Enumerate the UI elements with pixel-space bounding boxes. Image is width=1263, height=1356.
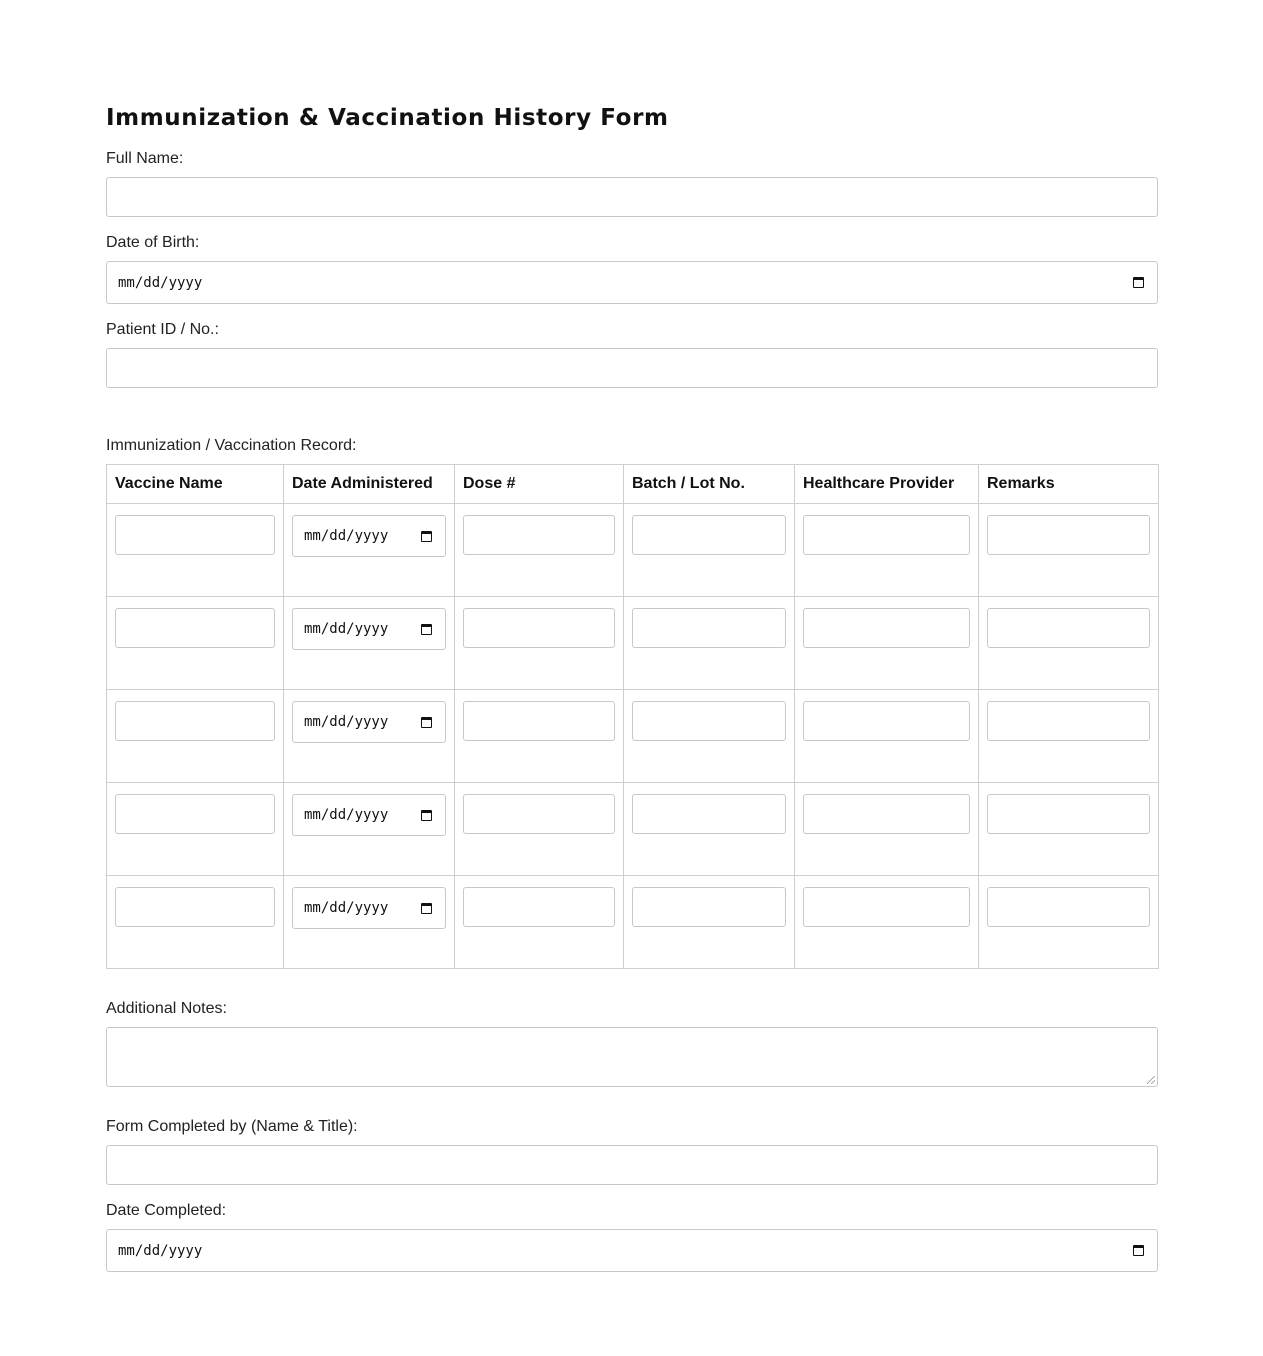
date-administered-input[interactable] bbox=[292, 608, 446, 650]
dose-cell bbox=[455, 504, 624, 597]
date-administered-input[interactable] bbox=[292, 887, 446, 929]
dob-date-placeholder: mm/dd/yyyy bbox=[118, 274, 203, 291]
vaccine-name-input[interactable] bbox=[115, 608, 275, 648]
patient-id-label: Patient ID / No.: bbox=[106, 321, 219, 338]
date-administered-cell bbox=[284, 783, 455, 876]
remarks-input[interactable] bbox=[987, 608, 1150, 648]
dose-input[interactable] bbox=[463, 515, 615, 555]
date-completed-input[interactable] bbox=[106, 1229, 1158, 1272]
remarks-cell bbox=[979, 504, 1159, 597]
dose-cell bbox=[455, 783, 624, 876]
batch-lot-cell bbox=[624, 783, 795, 876]
vaccine-name-input[interactable] bbox=[115, 701, 275, 741]
dose-input[interactable] bbox=[463, 701, 615, 741]
vaccine-name-cell bbox=[107, 597, 284, 690]
healthcare-provider-cell bbox=[795, 783, 979, 876]
table-row bbox=[107, 690, 1159, 783]
remarks-cell bbox=[979, 597, 1159, 690]
record-label: Immunization / Vaccination Record: bbox=[106, 437, 357, 454]
remarks-input[interactable] bbox=[987, 701, 1150, 741]
additional-notes-textarea[interactable] bbox=[106, 1027, 1158, 1087]
completed-by-label: Form Completed by (Name & Title): bbox=[106, 1118, 358, 1135]
healthcare-provider-cell bbox=[795, 690, 979, 783]
healthcare-provider-input[interactable] bbox=[803, 887, 970, 927]
vaccine-name-cell bbox=[107, 783, 284, 876]
calendar-icon[interactable] bbox=[1133, 1245, 1144, 1256]
vaccine-name-cell bbox=[107, 504, 284, 597]
batch-lot-cell bbox=[624, 690, 795, 783]
vaccine-name-input[interactable] bbox=[115, 794, 275, 834]
dose-input[interactable] bbox=[463, 794, 615, 834]
batch-lot-input[interactable] bbox=[632, 608, 786, 648]
date-administered-cell bbox=[284, 504, 455, 597]
dose-input[interactable] bbox=[463, 608, 615, 648]
remarks-input[interactable] bbox=[987, 887, 1150, 927]
date-completed-placeholder: mm/dd/yyyy bbox=[118, 1242, 203, 1259]
table-row bbox=[107, 597, 1159, 690]
remarks-input[interactable] bbox=[987, 515, 1150, 555]
calendar-icon[interactable] bbox=[421, 531, 432, 542]
vaccine-name-cell bbox=[107, 690, 284, 783]
column-header-healthcare-provider: Healthcare Provider bbox=[795, 465, 979, 504]
immunization-form bbox=[106, 0, 1158, 1272]
full-name-input[interactable] bbox=[106, 177, 1158, 217]
date-administered-input[interactable] bbox=[292, 794, 446, 836]
dose-cell bbox=[455, 690, 624, 783]
healthcare-provider-cell bbox=[795, 504, 979, 597]
batch-lot-input[interactable] bbox=[632, 701, 786, 741]
date-placeholder: mm/dd/yyyy bbox=[304, 714, 389, 730]
column-header-batch-lot: Batch / Lot No. bbox=[624, 465, 795, 504]
full-name-label: Full Name: bbox=[106, 150, 184, 167]
completed-by-input[interactable] bbox=[106, 1145, 1158, 1185]
remarks-cell bbox=[979, 690, 1159, 783]
table-header-row bbox=[107, 465, 1159, 504]
date-completed-label: Date Completed: bbox=[106, 1202, 227, 1219]
calendar-icon[interactable] bbox=[1133, 277, 1144, 288]
date-administered-input[interactable] bbox=[292, 515, 446, 557]
column-header-vaccine-name: Vaccine Name bbox=[107, 465, 284, 504]
date-placeholder: mm/dd/yyyy bbox=[304, 621, 389, 637]
calendar-icon[interactable] bbox=[421, 717, 432, 728]
healthcare-provider-cell bbox=[795, 876, 979, 969]
calendar-icon[interactable] bbox=[421, 903, 432, 914]
date-administered-cell bbox=[284, 690, 455, 783]
dob-date-input[interactable] bbox=[106, 261, 1158, 304]
vaccination-record-table bbox=[106, 464, 1159, 969]
page-title: Immunization & Vaccination History Form bbox=[106, 105, 669, 131]
table-row bbox=[107, 504, 1159, 597]
date-placeholder: mm/dd/yyyy bbox=[304, 900, 389, 916]
table-row bbox=[107, 876, 1159, 969]
dob-label: Date of Birth: bbox=[106, 234, 200, 251]
healthcare-provider-input[interactable] bbox=[803, 794, 970, 834]
vaccine-name-input[interactable] bbox=[115, 887, 275, 927]
healthcare-provider-input[interactable] bbox=[803, 608, 970, 648]
batch-lot-cell bbox=[624, 876, 795, 969]
dose-input[interactable] bbox=[463, 887, 615, 927]
dose-cell bbox=[455, 876, 624, 969]
date-placeholder: mm/dd/yyyy bbox=[304, 807, 389, 823]
batch-lot-input[interactable] bbox=[632, 887, 786, 927]
date-placeholder: mm/dd/yyyy bbox=[304, 528, 389, 544]
column-header-date-administered: Date Administered bbox=[284, 465, 455, 504]
resize-handle-icon[interactable] bbox=[1147, 1076, 1155, 1084]
calendar-icon[interactable] bbox=[421, 624, 432, 635]
date-administered-input[interactable] bbox=[292, 701, 446, 743]
batch-lot-cell bbox=[624, 597, 795, 690]
date-administered-cell bbox=[284, 597, 455, 690]
remarks-input[interactable] bbox=[987, 794, 1150, 834]
vaccine-name-input[interactable] bbox=[115, 515, 275, 555]
healthcare-provider-input[interactable] bbox=[803, 515, 970, 555]
healthcare-provider-cell bbox=[795, 597, 979, 690]
remarks-cell bbox=[979, 783, 1159, 876]
patient-id-input[interactable] bbox=[106, 348, 1158, 388]
calendar-icon[interactable] bbox=[421, 810, 432, 821]
healthcare-provider-input[interactable] bbox=[803, 701, 970, 741]
remarks-cell bbox=[979, 876, 1159, 969]
column-header-remarks: Remarks bbox=[979, 465, 1159, 504]
batch-lot-cell bbox=[624, 504, 795, 597]
batch-lot-input[interactable] bbox=[632, 794, 786, 834]
batch-lot-input[interactable] bbox=[632, 515, 786, 555]
table-row bbox=[107, 783, 1159, 876]
dose-cell bbox=[455, 597, 624, 690]
vaccine-name-cell bbox=[107, 876, 284, 969]
additional-notes-label: Additional Notes: bbox=[106, 1000, 227, 1017]
date-administered-cell bbox=[284, 876, 455, 969]
column-header-dose: Dose # bbox=[455, 465, 624, 504]
